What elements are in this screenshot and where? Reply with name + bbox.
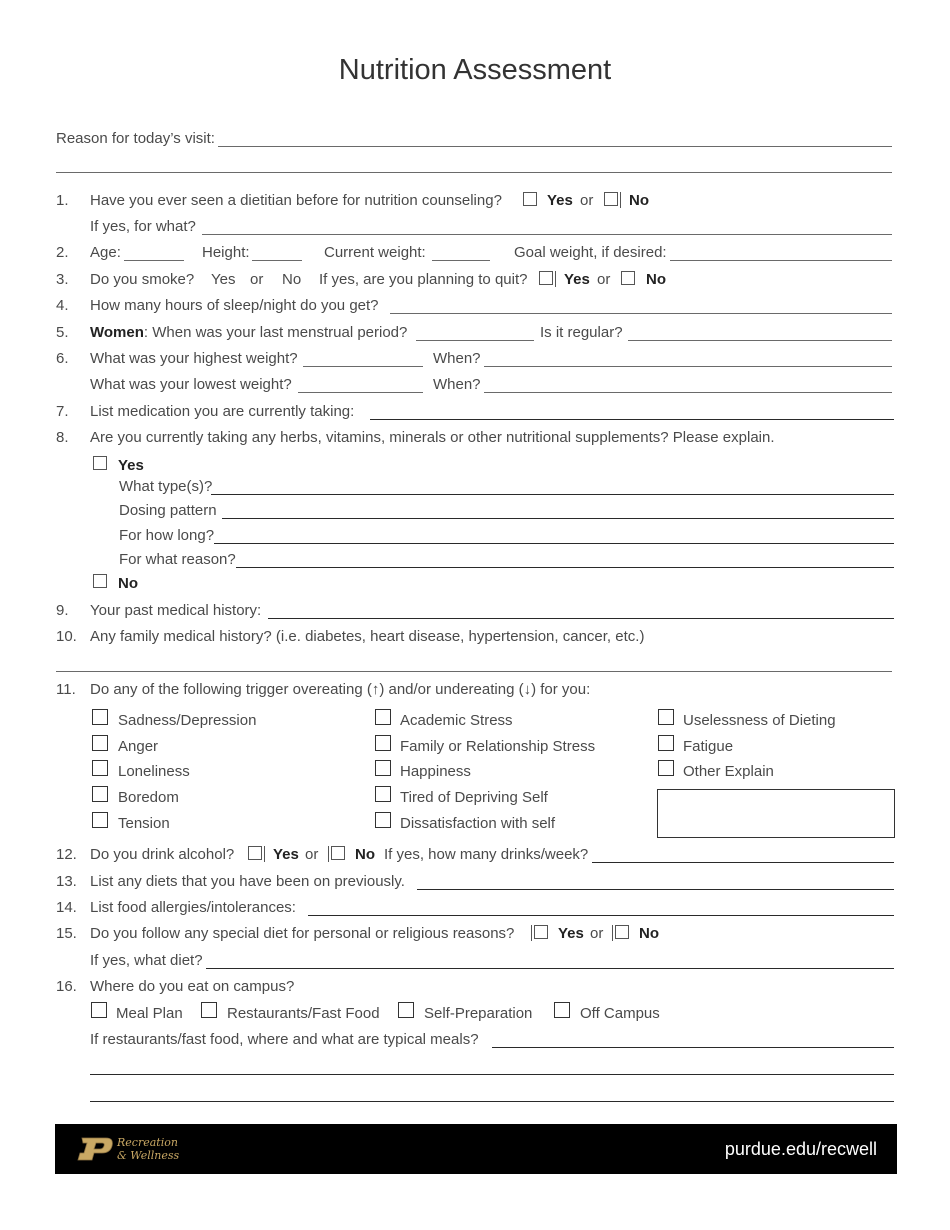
q2-height-label: Height: xyxy=(202,244,250,261)
q11-option-label: Tension xyxy=(118,815,170,832)
q8-number: 8. xyxy=(56,429,69,446)
q10-text: Any family medical history? (i.e. diabetes, heart disease, hypertension, cancer, etc.) xyxy=(90,628,645,645)
q8-no-checkbox[interactable] xyxy=(93,574,107,588)
q11-checkbox[interactable] xyxy=(658,709,674,725)
q5-regular-label: Is it regular? xyxy=(540,324,623,341)
q1-row xyxy=(0,191,950,211)
q3-no-checkbox[interactable] xyxy=(621,271,635,285)
q3-followup: If yes, are you planning to quit? xyxy=(319,271,528,288)
q7-field[interactable] xyxy=(370,419,894,420)
q12-or: or xyxy=(305,846,319,863)
q16-options-row xyxy=(0,1004,950,1024)
q8-type-row xyxy=(0,477,950,497)
q1-yes-label: Yes xyxy=(547,192,573,209)
q3-yes-label: Yes xyxy=(564,271,590,288)
q11-option-label: Family or Relationship Stress xyxy=(400,738,596,755)
q3-yes-tick xyxy=(555,271,556,287)
q2-row xyxy=(0,243,950,263)
purdue-p-logo-icon xyxy=(76,1137,116,1161)
q7-number: 7. xyxy=(56,403,69,420)
q5-text xyxy=(90,323,407,343)
q12-followup: If yes, how many drinks/week? xyxy=(384,846,589,863)
q11-other-explain-box[interactable] xyxy=(657,789,895,838)
q8-reason-row xyxy=(0,550,950,570)
q11-option-label: Anger xyxy=(118,738,159,755)
q12-no-tick xyxy=(328,846,329,862)
q1-text: Have you ever seen a dietitian before for nutrition counseling? xyxy=(90,192,502,209)
q15-yes-tick xyxy=(531,925,532,941)
q8-no-row xyxy=(0,574,950,594)
q4-row xyxy=(0,296,950,316)
q16-off-campus-label: Off Campus xyxy=(580,1005,660,1022)
q6-lowest-when-label: When? xyxy=(433,376,481,393)
q4-text: How many hours of sleep/night do you get? xyxy=(90,297,379,314)
q9-number: 9. xyxy=(56,602,69,619)
q3-no-label: No xyxy=(646,271,666,288)
q3-or: or xyxy=(597,271,611,288)
q6-row xyxy=(0,349,950,369)
q10-field[interactable] xyxy=(56,671,892,672)
q10-number: 10. xyxy=(56,628,77,645)
q8-dosing-row xyxy=(0,501,950,521)
q16-row xyxy=(0,977,950,997)
q11-option-label: Sadness/Depression xyxy=(118,712,257,729)
q15-followup-row xyxy=(0,951,950,971)
q10-row xyxy=(0,627,950,647)
q11-option-label: Academic Stress xyxy=(400,712,513,729)
q12-text: Do you drink alcohol? xyxy=(90,846,235,863)
q2-age-label: Age: xyxy=(90,244,121,261)
q2-goal-weight-label: Goal weight, if desired: xyxy=(514,244,667,261)
q3-text: Do you smoke? xyxy=(90,271,195,288)
q3-number: 3. xyxy=(56,271,69,288)
q8-how-long-row xyxy=(0,526,950,546)
q6-highest-field[interactable] xyxy=(303,366,423,367)
q8-how-long-label: For how long? xyxy=(119,527,215,544)
q16-meal-plan-label: Meal Plan xyxy=(116,1005,183,1022)
q15-followup-label: If yes, what diet? xyxy=(90,952,203,969)
q11-text: Do any of the following trigger overeating (↑) and/or undereating (↓) for you: xyxy=(90,681,591,698)
q1-followup-row xyxy=(0,217,950,237)
q8-type-field[interactable] xyxy=(211,494,894,495)
q11-option xyxy=(0,711,950,731)
q14-number: 14. xyxy=(56,899,77,916)
q3-yes-checkbox[interactable] xyxy=(539,271,553,285)
reason-field[interactable] xyxy=(218,146,892,147)
q11-checkbox[interactable] xyxy=(658,760,674,776)
q16-extra-field-1[interactable] xyxy=(90,1074,894,1075)
q16-extra-field-2[interactable] xyxy=(90,1101,894,1102)
footer-logo-text xyxy=(117,1136,179,1162)
q1-followup-field[interactable] xyxy=(202,234,892,235)
q5-period-field[interactable] xyxy=(416,340,534,341)
q16-restaurants-checkbox[interactable] xyxy=(201,1002,217,1018)
q2-number: 2. xyxy=(56,244,69,261)
q8-text: Are you currently taking any herbs, vitamins, minerals or other nutritional supplements? Please explain. xyxy=(90,429,775,446)
q16-followup-row xyxy=(0,1030,950,1050)
q6-highest-when-label: When? xyxy=(433,350,481,367)
q16-followup-label: If restaurants/fast food, where and what are typical meals? xyxy=(90,1031,479,1048)
q11-option-label: Tired of Depriving Self xyxy=(400,789,548,806)
q16-followup-field[interactable] xyxy=(492,1047,894,1048)
q6-highest-when-field[interactable] xyxy=(484,366,892,367)
q6-lowest-field[interactable] xyxy=(298,392,423,393)
q1-no-tick xyxy=(620,192,621,208)
q3-yes-text[interactable]: Yes xyxy=(211,271,236,288)
page-title: Nutrition Assessment xyxy=(338,54,612,86)
q11-option-label: Other Explain xyxy=(683,763,774,780)
q3-no-text[interactable]: No xyxy=(282,271,302,288)
q16-meal-plan-checkbox[interactable] xyxy=(91,1002,107,1018)
q11-checkbox[interactable] xyxy=(375,786,391,802)
q5-regular-field[interactable] xyxy=(628,340,892,341)
q13-number: 13. xyxy=(56,873,77,890)
q11-checkbox[interactable] xyxy=(658,735,674,751)
q12-followup-field[interactable] xyxy=(592,862,894,863)
q15-followup-field[interactable] xyxy=(206,968,894,969)
q8-reason-label: For what reason? xyxy=(119,551,236,568)
q13-text: List any diets that you have been on previously. xyxy=(90,873,405,890)
q8-no-label: No xyxy=(118,575,138,592)
q8-dosing-label: Dosing pattern xyxy=(119,502,217,519)
footer-url[interactable]: purdue.edu/recwell xyxy=(724,1139,877,1159)
q15-no-tick xyxy=(612,925,613,941)
q14-field[interactable] xyxy=(308,915,894,916)
q8-reason-field[interactable] xyxy=(236,567,894,568)
q12-no-checkbox[interactable] xyxy=(331,846,345,860)
q11-row xyxy=(0,680,950,700)
q4-number: 4. xyxy=(56,297,69,314)
q1-no-checkbox[interactable] xyxy=(604,192,618,206)
q12-row xyxy=(0,845,950,865)
q14-row xyxy=(0,898,950,918)
q2-age-field[interactable] xyxy=(124,260,184,261)
q7-text: List medication you are currently taking: xyxy=(90,403,355,420)
q15-or: or xyxy=(590,925,604,942)
q15-yes-checkbox[interactable] xyxy=(534,925,548,939)
q2-current-weight-field[interactable] xyxy=(432,260,490,261)
q5-row xyxy=(0,323,950,343)
q16-number: 16. xyxy=(56,978,77,995)
q12-yes-tick xyxy=(264,846,265,862)
q12-yes-label: Yes xyxy=(273,846,299,863)
q11-option-label: Boredom xyxy=(118,789,179,806)
q8-type-label: What type(s)? xyxy=(119,478,213,495)
q2-goal-weight-field[interactable] xyxy=(670,260,892,261)
q3-row xyxy=(0,270,950,290)
q10-field-row xyxy=(0,654,950,674)
q6-lowest-label: What was your lowest weight? xyxy=(90,376,292,393)
q15-row xyxy=(0,924,950,944)
q9-field[interactable] xyxy=(268,618,894,619)
q1-number: 1. xyxy=(56,192,69,209)
q5-women: Women xyxy=(90,324,144,341)
q1-no-label: No xyxy=(629,192,649,209)
q8-dosing-field[interactable] xyxy=(222,518,894,519)
q15-text: Do you follow any special diet for personal or religious reasons? xyxy=(90,925,515,942)
q16-extra-line-1 xyxy=(0,1057,950,1077)
q13-row xyxy=(0,872,950,892)
q14-text: List food allergies/intolerances: xyxy=(90,899,296,916)
q16-self-prep-label: Self-Preparation xyxy=(424,1005,533,1022)
q5-question: : When was your last menstrual period? xyxy=(143,324,408,341)
q11-number: 11. xyxy=(56,681,76,698)
q11-option xyxy=(0,762,950,782)
q15-no-label: No xyxy=(639,925,659,942)
q8-row xyxy=(0,428,950,448)
q6-lowest-when-field[interactable] xyxy=(484,392,892,393)
q15-yes-label: Yes xyxy=(558,925,584,942)
q3-or-text: or xyxy=(250,271,264,288)
q6-number: 6. xyxy=(56,350,69,367)
q1-yes-checkbox[interactable] xyxy=(523,192,537,206)
q11-option xyxy=(0,737,950,757)
q16-self-prep-checkbox[interactable] xyxy=(398,1002,414,1018)
q2-current-weight-label: Current weight: xyxy=(324,244,426,261)
q6-highest-label: What was your highest weight? xyxy=(90,350,298,367)
q9-row xyxy=(0,601,950,621)
footer-banner xyxy=(55,1124,897,1174)
q12-yes-checkbox[interactable] xyxy=(248,846,262,860)
q11-option-label: Loneliness xyxy=(118,763,190,780)
reason-label: Reason for today’s visit: xyxy=(56,130,215,147)
q11-option-label: Dissatisfaction with self xyxy=(400,815,556,832)
q8-yes-label: Yes xyxy=(118,457,144,474)
q2-height-field[interactable] xyxy=(252,260,302,261)
q6-lowest-row xyxy=(0,375,950,395)
q11-option-label: Happiness xyxy=(400,763,471,780)
reason-field-2[interactable] xyxy=(56,172,892,173)
q16-off-campus-checkbox[interactable] xyxy=(554,1002,570,1018)
q15-no-checkbox[interactable] xyxy=(615,925,629,939)
q8-yes-row xyxy=(0,456,950,476)
reason-row xyxy=(0,129,950,149)
reason-row-2 xyxy=(0,155,950,175)
q1-or: or xyxy=(580,192,594,209)
q7-row xyxy=(0,402,950,422)
q15-number: 15. xyxy=(56,925,77,942)
q16-text: Where do you eat on campus? xyxy=(90,978,295,995)
footer-logo-line1: Recreation xyxy=(117,1136,178,1149)
q8-yes-checkbox[interactable] xyxy=(93,456,107,470)
q11-checkbox[interactable] xyxy=(375,812,391,828)
q12-number: 12. xyxy=(56,846,77,863)
q12-no-label: No xyxy=(355,846,375,863)
q5-number: 5. xyxy=(56,324,69,341)
q16-extra-line-2 xyxy=(0,1084,950,1104)
footer-logo-line2: & Wellness xyxy=(117,1149,180,1162)
q13-field[interactable] xyxy=(417,889,894,890)
q1-followup-label: If yes, for what? xyxy=(90,218,196,235)
q11-option-label: Fatigue xyxy=(683,738,734,755)
q4-field[interactable] xyxy=(390,313,892,314)
q11-option-label: Uselessness of Dieting xyxy=(683,712,836,729)
q9-text: Your past medical history: xyxy=(90,602,262,619)
q8-how-long-field[interactable] xyxy=(214,543,894,544)
q16-restaurants-label: Restaurants/Fast Food xyxy=(227,1005,380,1022)
